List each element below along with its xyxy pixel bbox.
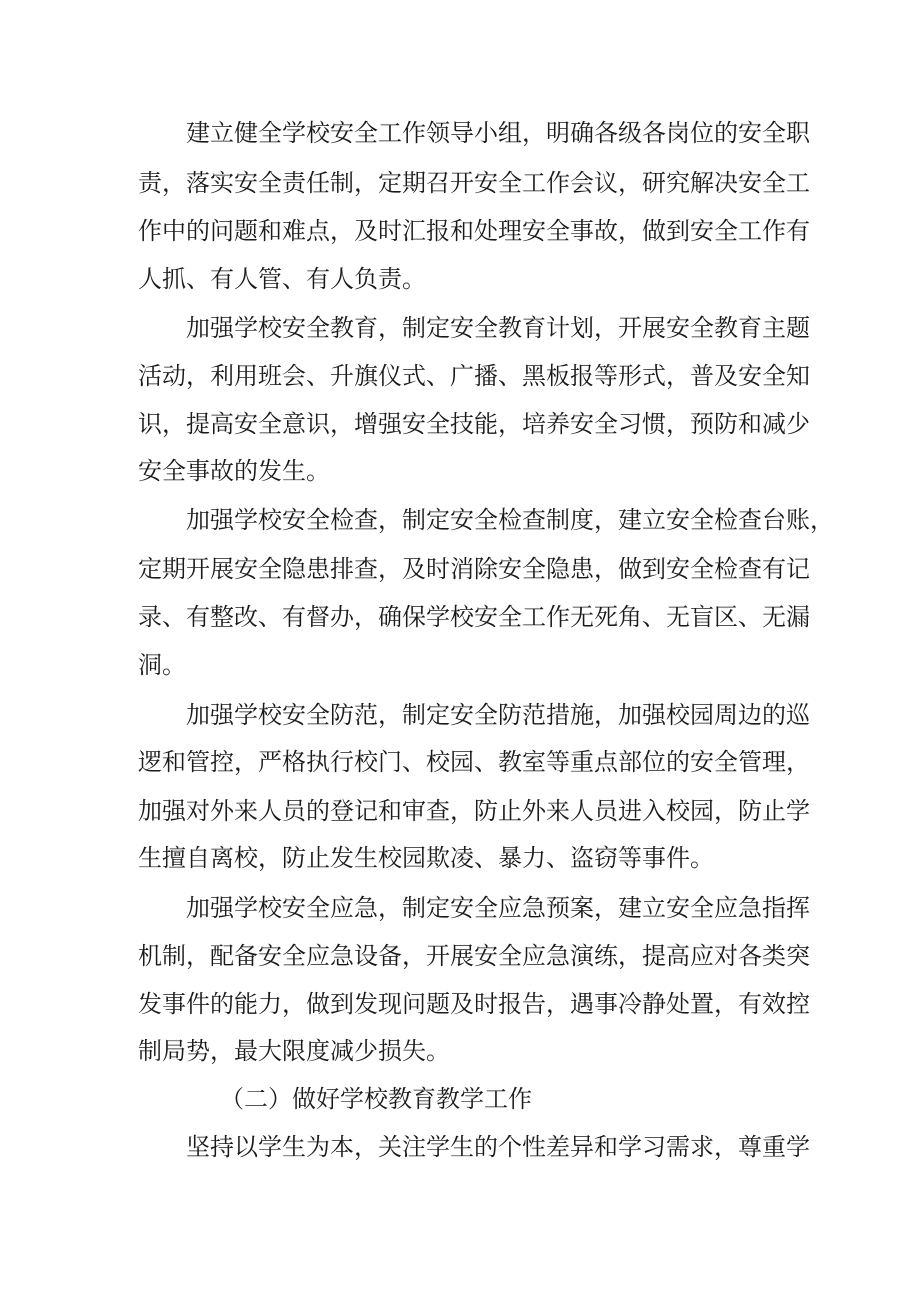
- text-line: 逻和管控，严格执行校门、校园、教室等重点部位的安全管理，: [138, 748, 810, 776]
- text-line: 作中的问题和难点，及时汇报和处理安全事故，做到安全工作有: [138, 217, 810, 245]
- text-line: 定期开展安全隐患排查，及时消除安全隐患，做到安全检查有记: [138, 555, 810, 583]
- text-line: 生擅自离校，防止发生校园欺凌、暴力、盗窃等事件。: [138, 844, 714, 872]
- text-line: 人抓、有人管、有人负责。: [138, 265, 426, 293]
- text-line: 加强学校安全防范，制定安全防范措施，加强校园周边的巡: [186, 701, 810, 729]
- text-line: 识，提高安全意识，增强安全技能，培养安全习惯，预防和减少: [138, 410, 810, 438]
- text-line: 坚持以学生为本，关注学生的个性差异和学习需求，尊重学: [186, 1133, 810, 1161]
- section-heading: （二）做好学校教育教学工作: [220, 1085, 532, 1113]
- text-line: 洞。: [138, 651, 186, 679]
- text-line: 活动，利用班会、升旗仪式、广播、黑板报等形式，普及安全知: [138, 362, 810, 390]
- text-line: 机制，配备安全应急设备，开展安全应急演练，提高应对各类突: [138, 942, 810, 970]
- text-line: 加强学校安全检查，制定安全检查制度，建立安全检查台账，: [186, 506, 834, 534]
- text-line: 制局势，最大限度减少损失。: [138, 1037, 450, 1065]
- text-line: 录、有整改、有督办，确保学校安全工作无死角、无盲区、无漏: [138, 603, 810, 631]
- text-line: 建立健全学校安全工作领导小组，明确各级各岗位的安全职: [186, 119, 810, 147]
- text-line: 责，落实安全责任制，定期召开安全工作会议，研究解决安全工: [138, 169, 810, 197]
- text-line: 加强对外来人员的登记和审查，防止外来人员进入校园，防止学: [138, 797, 810, 825]
- text-line: 安全事故的发生。: [138, 457, 330, 485]
- text-line: 加强学校安全应急，制定安全应急预案，建立安全应急指挥: [186, 894, 810, 922]
- text-line: 加强学校安全教育，制定安全教育计划，开展安全教育主题: [186, 314, 810, 342]
- text-line: 发事件的能力，做到发现问题及时报告，遇事冷静处置，有效控: [138, 990, 810, 1018]
